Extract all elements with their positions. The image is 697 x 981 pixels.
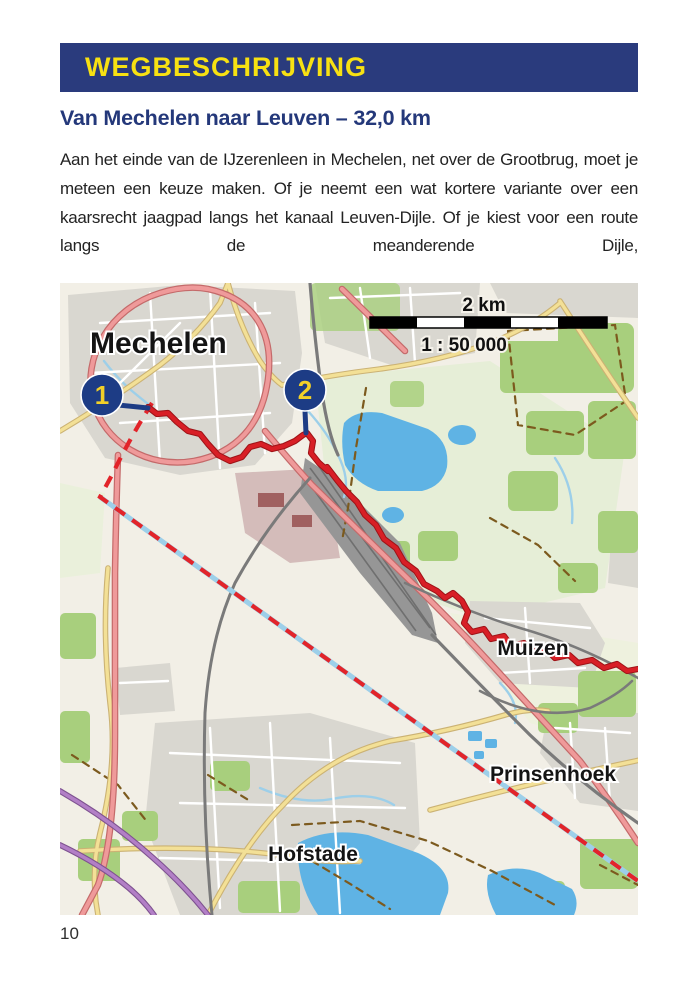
town-label-hofstade: Hofstade [268, 843, 358, 866]
scale-distance-label: 2 km [462, 295, 506, 316]
body-paragraph: Aan het einde van de IJzerenleen in Mechelen, net over de Grootbrug, moet je meteen een keuze maken. Of je neemt een wat kortere variante over een kaarsrecht jaagpad langs het kanaal Leuven-Dijle. Of je kiest voor een route langs de meanderende Dijle, [60, 150, 638, 256]
page-number: 10 [60, 924, 79, 943]
section-title: Van Mechelen naar Leuven – 32,0 km [60, 106, 431, 130]
header-banner [60, 43, 638, 92]
header-label: WEGBESCHRIJVING [85, 52, 368, 82]
scale-ratio-label: 1 : 50 000 [421, 335, 507, 356]
marker-2-number: 2 [297, 375, 313, 405]
city-label-mechelen: Mechelen [90, 327, 227, 360]
town-label-muizen: Muizen [497, 637, 569, 660]
town-label-prinsenhoek: Prinsenhoek [489, 763, 617, 786]
map-svg [60, 283, 638, 915]
marker-1-number: 1 [94, 380, 110, 410]
route-map [60, 283, 638, 915]
